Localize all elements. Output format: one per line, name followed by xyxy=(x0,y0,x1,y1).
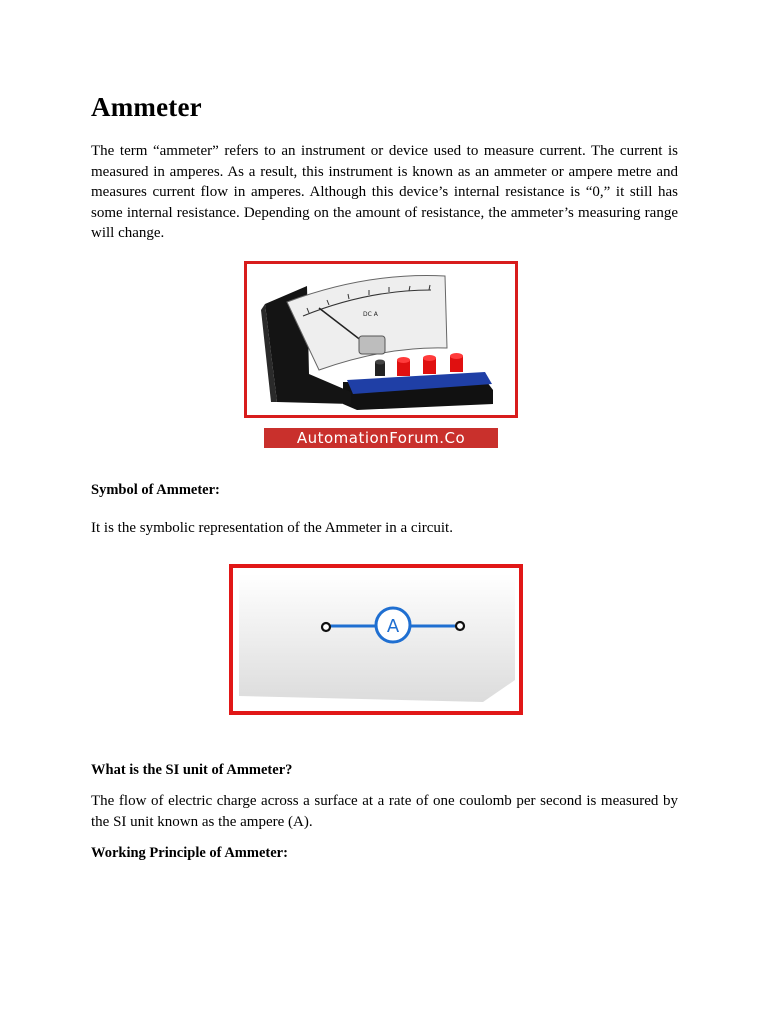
ammeter-illustration xyxy=(247,264,515,415)
ammeter-symbol-frame xyxy=(229,564,523,715)
meter-dc-label: DC A xyxy=(363,311,378,318)
terminal-right xyxy=(456,622,464,630)
symbol-paragraph: It is the symbolic representation of the Ammeter in a circuit. xyxy=(91,520,453,536)
ammeter-photo-frame xyxy=(244,261,518,418)
figure-caption: AutomationForum.Co xyxy=(264,428,498,448)
pivot-window xyxy=(359,336,385,354)
symbol-heading: Symbol of Ammeter: xyxy=(91,482,220,498)
terminal-left xyxy=(322,623,330,631)
symbol-letter: A xyxy=(386,616,400,637)
terminals xyxy=(375,353,463,376)
page-title: Ammeter xyxy=(91,92,202,122)
intro-paragraph: The term “ammeter” refers to an instrument or device used to measure current. The current is measured in amperes. As a result, this instrument is known as an ammeter or ampere metre and measures current flow in amperes. Although this device’s internal resistance is “0,” it still has some internal resistance. Depending on the amount of resistance, the ammeter’s measuring range will change. xyxy=(91,143,678,241)
working-heading: Working Principle of Ammeter: xyxy=(91,845,288,861)
symbol-card xyxy=(239,574,515,702)
si-paragraph: The flow of electric charge across a surface at a rate of one coulomb per second is measured by the SI unit known as the ampere (A). xyxy=(91,793,678,830)
si-heading: What is the SI unit of Ammeter? xyxy=(91,762,293,778)
ammeter-symbol xyxy=(233,568,519,711)
